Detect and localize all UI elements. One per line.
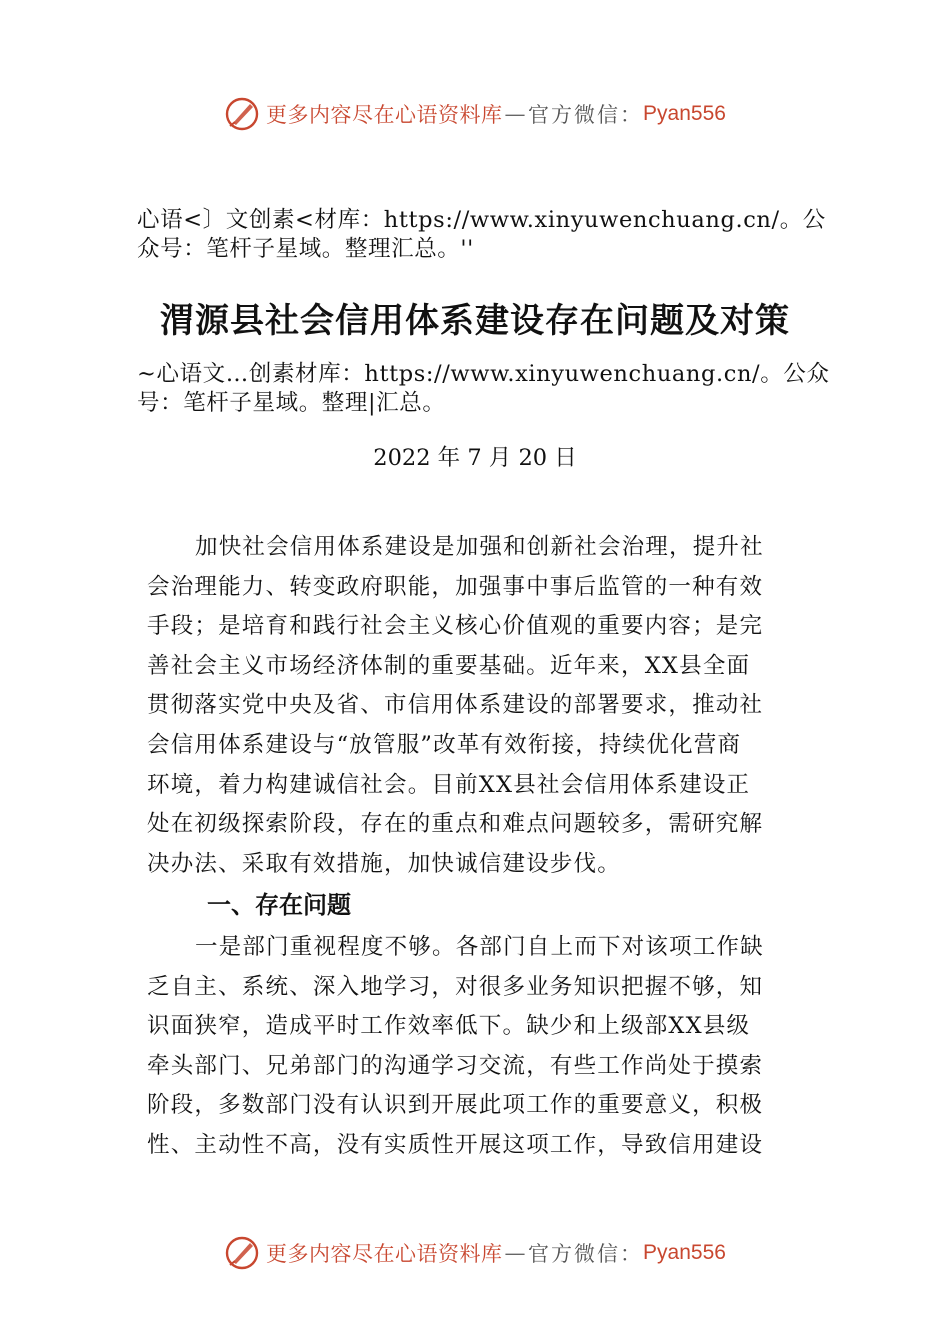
problem-paragraph [147, 928, 812, 1166]
paragraph-line: 会信用体系建设与“放管服”改革有效衔接，持续优化营商 [147, 731, 742, 758]
paragraph-line: 决办法、采取有效措施，加快诚信建设步伐。 [147, 850, 622, 877]
paragraph-line: 环境，着力构建诚信社会。目前XX县社会信用体系建设正 [147, 771, 751, 798]
paragraph-line: 阶段，多数部门没有认识到开展此项工作的重要意义，积极 [147, 1092, 764, 1119]
banner-lead-text: 更多内容尽在心语资料库 [266, 1242, 503, 1266]
paragraph-line: 识面狭窄，造成平时工作效率低下。缺少和上级部XX县级 [147, 1013, 751, 1040]
source-note-top [137, 206, 837, 264]
source-note-mid [137, 360, 837, 418]
banner-dash: — [504, 1241, 527, 1265]
banner-lead-text: 更多内容尽在心语资料库 [266, 103, 503, 127]
paragraph-line: 牵头部门、兄弟部门的沟通学习交流，有些工作尚处于摸索 [147, 1052, 764, 1079]
banner-dash: — [504, 102, 527, 126]
paragraph-line: 手段；是培育和践行社会主义核心价值观的重要内容；是完 [147, 613, 764, 640]
paragraph-line: 处在初级探索阶段，存在的重点和难点问题较多，需研究解 [147, 811, 764, 838]
header-banner [0, 96, 950, 132]
section-heading: 一、存在问题 [207, 891, 351, 919]
banner-wechat-id: Pyan556 [643, 1241, 726, 1264]
paragraph-line: 性、主动性不高，没有实质性开展这项工作，导致信用建设 [147, 1131, 764, 1158]
source-note-line: ~心语文…创素材库：https://www.xinyuwenchuang.cn/。公众 [137, 361, 830, 387]
intro-paragraph [147, 528, 812, 884]
source-note-line: 心语<〕文创素<材库：https://www.xinyuwenchuang.cn/。公 [137, 207, 826, 233]
banner-wechat-id: Pyan556 [643, 102, 726, 125]
paragraph-line: 一是部门重视程度不够。各部门自上而下对该项工作缺 [195, 934, 764, 960]
source-note-line: 号：笔杆子星域。整理|汇总。 [137, 390, 446, 416]
feather-pen-logo-icon [224, 96, 260, 132]
banner-wechat-label: 官方微信： [528, 1242, 644, 1266]
feather-pen-logo-icon [224, 1235, 260, 1271]
footer-banner [0, 1235, 950, 1271]
paragraph-line: 贯彻落实党中央及省、市信用体系建设的部署要求，推动社 [147, 692, 764, 719]
paragraph-line: 善社会主义市场经济体制的重要基础。近年来，XX县全面 [147, 652, 751, 679]
banner-wechat-label: 官方微信： [528, 103, 644, 127]
paragraph-line: 会治理能力、转变政府职能，加强事中事后监管的一种有效 [147, 573, 764, 600]
document-date: 2022 年 7 月 20 日 [373, 445, 577, 471]
document-title: 渭源县社会信用体系建设存在问题及对策 [160, 301, 790, 341]
paragraph-line: 加快社会信用体系建设是加强和创新社会治理，提升社 [195, 534, 764, 560]
source-note-line: 众号：笔杆子星域。整理汇总。'' [137, 236, 474, 262]
paragraph-line: 乏自主、系统、深入地学习，对很多业务知识把握不够，知 [147, 973, 764, 1000]
